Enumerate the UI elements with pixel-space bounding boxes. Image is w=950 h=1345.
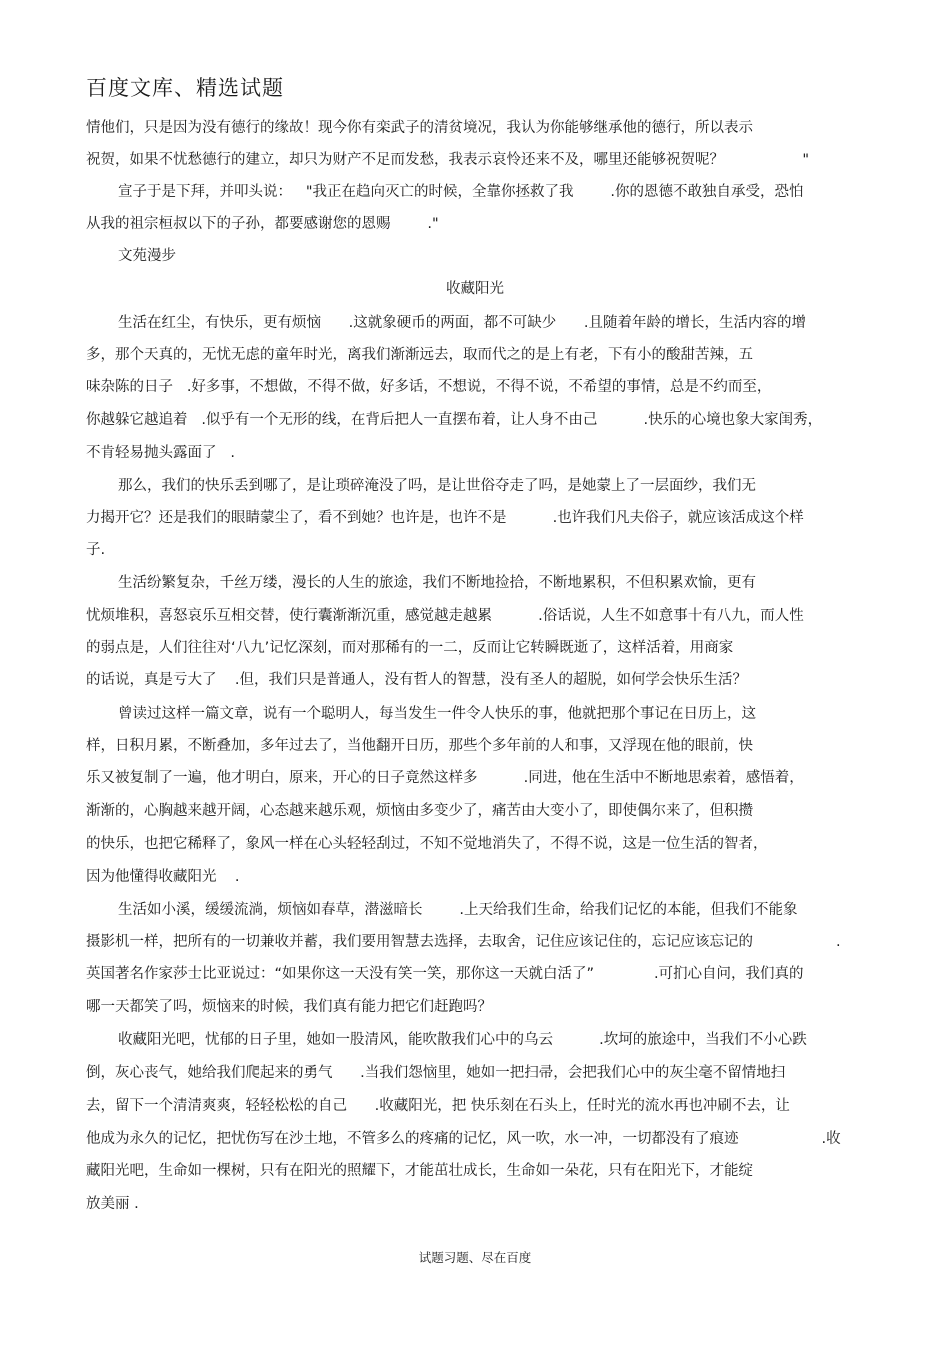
text-line: 的话说，真是亏大了 .但，我们只是普通人，没有哲人的智慧，没有圣人的超脱，如何学会快乐生活？ [86, 672, 748, 688]
text-line: 你越躲它越追着 .似乎有一个无形的线，在背后把人一直摆布着，让人身不由己 .快乐的心境也象大家闺秀， [86, 412, 823, 428]
text-line: 的弱点是，人们往往对‘八九’记忆深刻，而对那稀有的一二，反而让它转瞬既逝了，这样活着，用商家 [86, 640, 734, 656]
text-line: 生活纷繁复杂，千丝万缕，漫长的人生的旅途，我们不断地捡拾，不断地累积，不但积累欢愉，更有 [118, 575, 756, 591]
text-line: 渐渐的，心胸越来越开阔，心态越来越乐观，烦恼由多变少了，痛苦由大变小了，即使偶尔来了，但积攒 [86, 803, 753, 819]
section-label: 文苑漫步 [118, 248, 176, 264]
text-line: 忧烦堆积，喜怒哀乐互相交替，使行囊渐渐沉重，感觉越走越累 .俗话说，人生不如意事十有八九，而人性 [86, 608, 804, 624]
text-line: 乐又被复制了一遍，他才明白，原来，开心的日子竟然这样多 .同进，他在生活中不断地思索着，感悟着， [86, 770, 804, 786]
text-line: 子. [86, 542, 106, 558]
text-line: 力揭开它？还是我们的眼睛蒙尘了，看不到她？也许是，也许不是 .也许我们凡夫俗子，就应该活成这个样 [86, 510, 804, 526]
text-line: 样，日积月累，不断叠加，多年过去了，当他翻开日历，那些个多年前的人和事，又浮现在他的眼前，快 [86, 738, 753, 754]
text-line: 味杂陈的日子 .好多事，不想做，不得不做，好多话，不想说，不得不说，不希望的事情，总是不约而至， [86, 379, 772, 395]
text-line: 情他们，只是因为没有德行的缘故！现今你有栾武子的清贫境况，我认为你能够继承他的德行，所以表示 [86, 120, 753, 136]
text-line: 因为他懂得收藏阳光 . [86, 869, 240, 885]
text-line: 不肯轻易抛头露面了 . [86, 445, 235, 461]
text-line: 英国著名作家莎士比亚说过：“如果你这一天没有笑一笑，那你这一天就白活了” .可扪心自问，我们真的 [86, 966, 804, 982]
article-title: 收藏阳光 [446, 281, 504, 297]
text-line: 去，留下一个清清爽爽，轻轻松松的自己 .收藏阳光，把 快乐刻在石头上，任时光的流水再也冲刷不去，让 [86, 1098, 790, 1114]
text-line: 生活如小溪，缓缓流淌，烦恼如春草，潜滋暗长 .上天给我们生命，给我们记忆的本能，但我们不能象 [118, 902, 798, 918]
text-line: 多，那个天真的，无忧无虑的童年时光，离我们渐渐远去，取而代之的是上有老，下有小的酸甜苦辣，五 [86, 347, 753, 363]
page-title: 百度文库、精选试题 [86, 76, 284, 100]
text-line: 宣子于是下拜，并叩头说： "我正在趋向灭亡的时候，全靠你拯救了我 .你的恩德不敢独自承受，恐怕 [118, 184, 804, 200]
text-line: 他成为永久的记忆，把忧伤写在沙土地，不管多么的疼痛的记忆，风一吹，水一冲，一切都没有了痕迹 .收 [86, 1131, 841, 1147]
text-line: 哪一天都笑了吗，烦恼来的时候，我们真有能力把它们赶跑吗？ [86, 999, 492, 1015]
text-line: 放美丽 . [86, 1196, 139, 1212]
page-footer: 试题习题、尽在百度 [418, 1250, 532, 1265]
text-line: 摄影机一样，把所有的一切兼收并蓄，我们要用智慧去选择，去取舍，记住应该记住的，忘记应该忘记的 . [86, 934, 841, 950]
text-line: 的快乐，也把它稀释了，象风一样在心头轻轻刮过，不知不觉地消失了，不得不说，这是一位生活的智者， [86, 836, 768, 852]
text-line: 那么，我们的快乐丢到哪了，是让琐碎淹没了吗，是让世俗夺走了吗，是她蒙上了一层面纱，我们无 [118, 478, 756, 494]
text-line: 生活在红尘，有快乐，更有烦恼 .这就象硬币的两面，都不可缺少 .且随着年龄的增长，生活内容的增 [118, 315, 807, 331]
text-line: 收藏阳光吧，忧郁的日子里，她如一股清风，能吹散我们心中的乌云 .坎坷的旅途中，当我们不小心跌 [118, 1032, 807, 1048]
text-line: 从我的祖宗桓叔以下的子孙，都要感谢您的恩赐 ." [86, 216, 439, 232]
text-line: 倒，灰心丧气，她给我们爬起来的勇气 .当我们怨恼里，她如一把扫帚，会把我们心中的灰尘毫不留情地扫 [86, 1065, 786, 1081]
text-line: 曾读过这样一篇文章，说有一个聪明人，每当发生一件令人快乐的事，他就把那个事记在日历上，这 [118, 706, 756, 722]
text-line: 祝贺，如果不忧愁德行的建立，却只为财产不足而发愁，我表示哀怜还来不及，哪里还能够祝贺呢？ " [86, 152, 810, 168]
text-line: 藏阳光吧，生命如一棵树，只有在阳光的照耀下，才能茁壮成长，生命如一朵花，只有在阳光下，才能绽 [86, 1163, 753, 1179]
